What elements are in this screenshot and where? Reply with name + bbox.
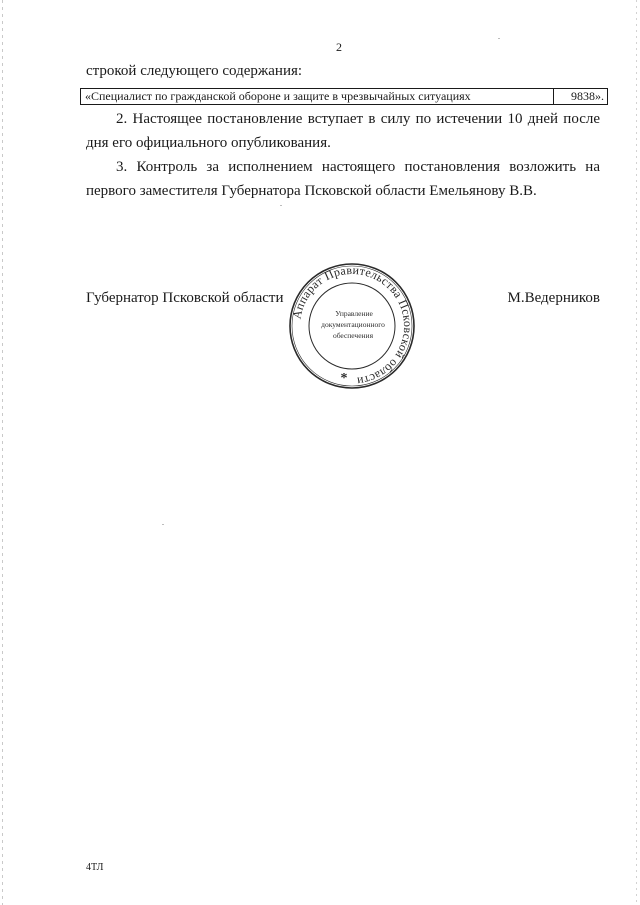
seal-inner-line-1: Управление bbox=[335, 309, 373, 318]
signatory-position: Губернатор Псковской области bbox=[86, 290, 284, 306]
seal-inner-line-2: документационного bbox=[321, 320, 385, 329]
paragraph-2-text: 2. Настоящее постановление вступает в силу по истечении 10 дней после дня его официального опубликования. bbox=[86, 111, 600, 151]
signatory-name: М.Ведерников bbox=[507, 290, 600, 306]
intro-line: строкой следующего содержания: bbox=[86, 63, 303, 79]
insert-table-code-cell: 9838». bbox=[553, 89, 607, 104]
footer-code: 4ТЛ bbox=[86, 862, 104, 873]
seal-star-icon: * bbox=[340, 371, 348, 386]
paragraph-3 bbox=[86, 155, 600, 203]
scan-speck bbox=[280, 205, 282, 206]
seal-inner-line-3: обеспечения bbox=[332, 331, 374, 340]
official-seal bbox=[287, 261, 417, 391]
paragraph-3-text: 3. Контроль за исполнением настоящего постановления возложить на первого заместителя Губернатора Псковской области Емельянову В.В. bbox=[86, 159, 600, 199]
page-number: 2 bbox=[336, 40, 342, 54]
scan-speck bbox=[498, 38, 500, 39]
seal-outer-text: Аппарат Правительства Псковской области bbox=[289, 262, 416, 389]
insert-table bbox=[80, 88, 608, 105]
insert-table-position-cell: «Специалист по гражданской обороне и защите в чрезвычайных ситуациях bbox=[85, 89, 471, 103]
scan-edge-right bbox=[636, 0, 637, 905]
scan-speck bbox=[162, 524, 164, 525]
paragraph-2 bbox=[86, 107, 600, 155]
scan-edge-left bbox=[2, 0, 3, 905]
